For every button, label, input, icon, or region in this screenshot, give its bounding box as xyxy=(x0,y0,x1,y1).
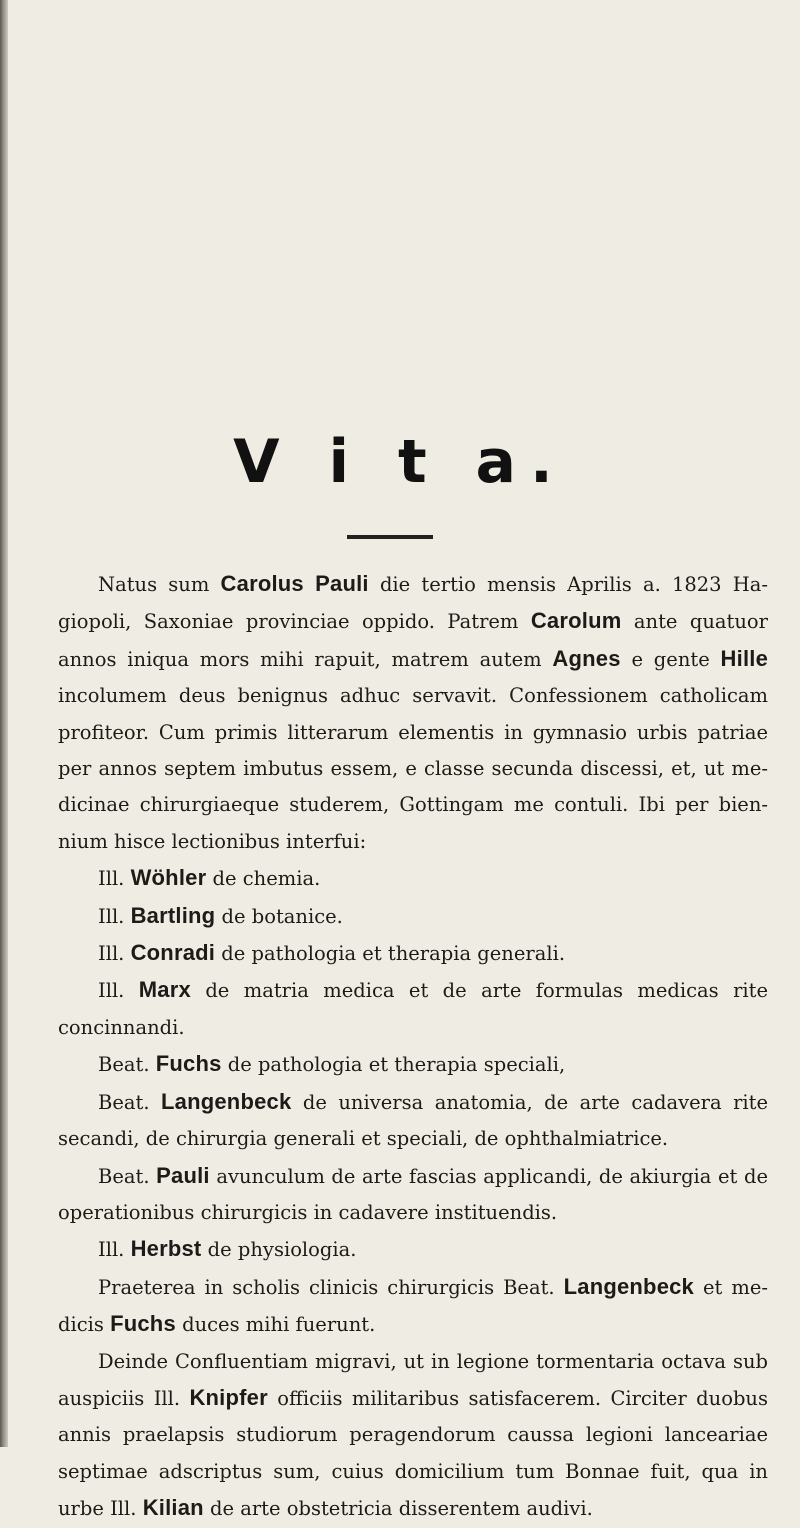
vita-text xyxy=(58,566,768,1528)
person-name: Kilian xyxy=(142,1495,204,1521)
lecture-entry xyxy=(58,1084,768,1158)
text-span: e gente xyxy=(620,647,721,671)
text-span: Ill. xyxy=(98,942,131,966)
person-name: Wöhler xyxy=(130,865,207,891)
text-span: de universa anatomia, de arte cadavera rite secandi, de chirurgia generali et speciali, de ophthalmiatrice. xyxy=(58,1090,769,1151)
person-name: Agnes xyxy=(552,645,621,671)
book-spine-edge xyxy=(0,0,8,1447)
person-name: Bartling xyxy=(130,902,216,928)
text-span: de pathologia et therapia generali. xyxy=(215,942,566,966)
text-span: Beat. xyxy=(98,1090,162,1114)
text-span: ante quatuor annos iniqua mors mihi rapuit, matrem autem xyxy=(58,610,768,671)
text-span: Ill. xyxy=(98,904,131,928)
text-span: Deinde Confluentiam migravi, ut in legione tormentaria octava sub auspiciis Ill. xyxy=(58,1349,768,1410)
text-span: die tertio mensis Aprilis a. 1823 Hagiopoli, Saxoniae provinciae oppido. Patrem xyxy=(58,573,769,634)
lecture-entry xyxy=(58,1158,768,1232)
text-span: de botanice. xyxy=(215,904,343,928)
text-span: de pathologia et therapia speciali, xyxy=(221,1053,566,1077)
paragraph-clinics xyxy=(58,1269,768,1344)
text-span: duces mihi fuerunt. xyxy=(175,1313,376,1337)
text-span: Natus sum xyxy=(98,573,221,596)
text-span: de physiologia. xyxy=(201,1238,357,1262)
text-span: Beat. xyxy=(98,1164,157,1188)
person-name: Pauli xyxy=(156,1162,210,1188)
person-name: Fuchs xyxy=(155,1051,222,1077)
person-name: Herbst xyxy=(130,1236,202,1262)
lecture-entry xyxy=(58,898,768,935)
paragraph-birth-and-studies xyxy=(58,566,768,860)
lecture-entry xyxy=(58,972,768,1046)
lecture-entry xyxy=(58,860,768,897)
text-span: de matria medica et de arte formulas medicas rite concinnandi. xyxy=(58,979,768,1039)
title-rule xyxy=(347,535,433,539)
text-span: Beat. xyxy=(98,1053,156,1077)
lecture-entry xyxy=(58,1046,768,1083)
text-span: Praeterea in scholis clinicis chirurgicis Beat. xyxy=(98,1275,564,1299)
text-span: incolumem deus benignus adhuc servavit. Confessionem catholicam profiteor. Cum primis litterarum elementis in gymnasio urbis patriae per annos septem imbutus essem, e classe secunda discessi, et, ut medicinae chirurgiaeque studerem, Gottingam me contuli. Ibi per biennium hisce lectionibus interfui: xyxy=(58,684,768,853)
text-span: avunculum de arte fascias applicandi, de akiurgia et de operationibus chirurgicis in cadavere instituendis. xyxy=(58,1164,769,1224)
lecture-entry xyxy=(58,935,768,972)
text-span: Ill. xyxy=(98,867,131,891)
lecture-entry xyxy=(58,1231,768,1268)
person-name: Marx xyxy=(138,977,191,1003)
text-span: Ill. xyxy=(98,979,139,1003)
person-name: Conradi xyxy=(130,940,216,966)
text-span: de arte obstetricia disserentem audivi. xyxy=(203,1497,593,1521)
person-name: Langenbeck xyxy=(161,1088,292,1114)
text-span: et medicis xyxy=(58,1275,768,1337)
person-name: Langenbeck xyxy=(563,1273,694,1299)
text-span: de chemia. xyxy=(206,867,321,891)
person-name: Fuchs xyxy=(110,1311,176,1337)
text-span: officiis militaribus satisfacerem. Circiter duobus annis praelapsis studiorum peragendorum caussa legioni lanceariae septimae adscriptus sum, cuius domicilium tum Bonnae fuit, qua in urbe Ill. xyxy=(58,1386,768,1521)
person-name: Knipfer xyxy=(189,1384,268,1410)
page-title: V i t a. xyxy=(233,427,567,497)
paragraph-military xyxy=(58,1344,768,1528)
person-name: Carolus Pauli xyxy=(220,571,369,596)
person-name: Hille xyxy=(720,645,769,671)
person-name: Carolum xyxy=(530,608,622,634)
text-span: Ill. xyxy=(98,1238,131,1262)
